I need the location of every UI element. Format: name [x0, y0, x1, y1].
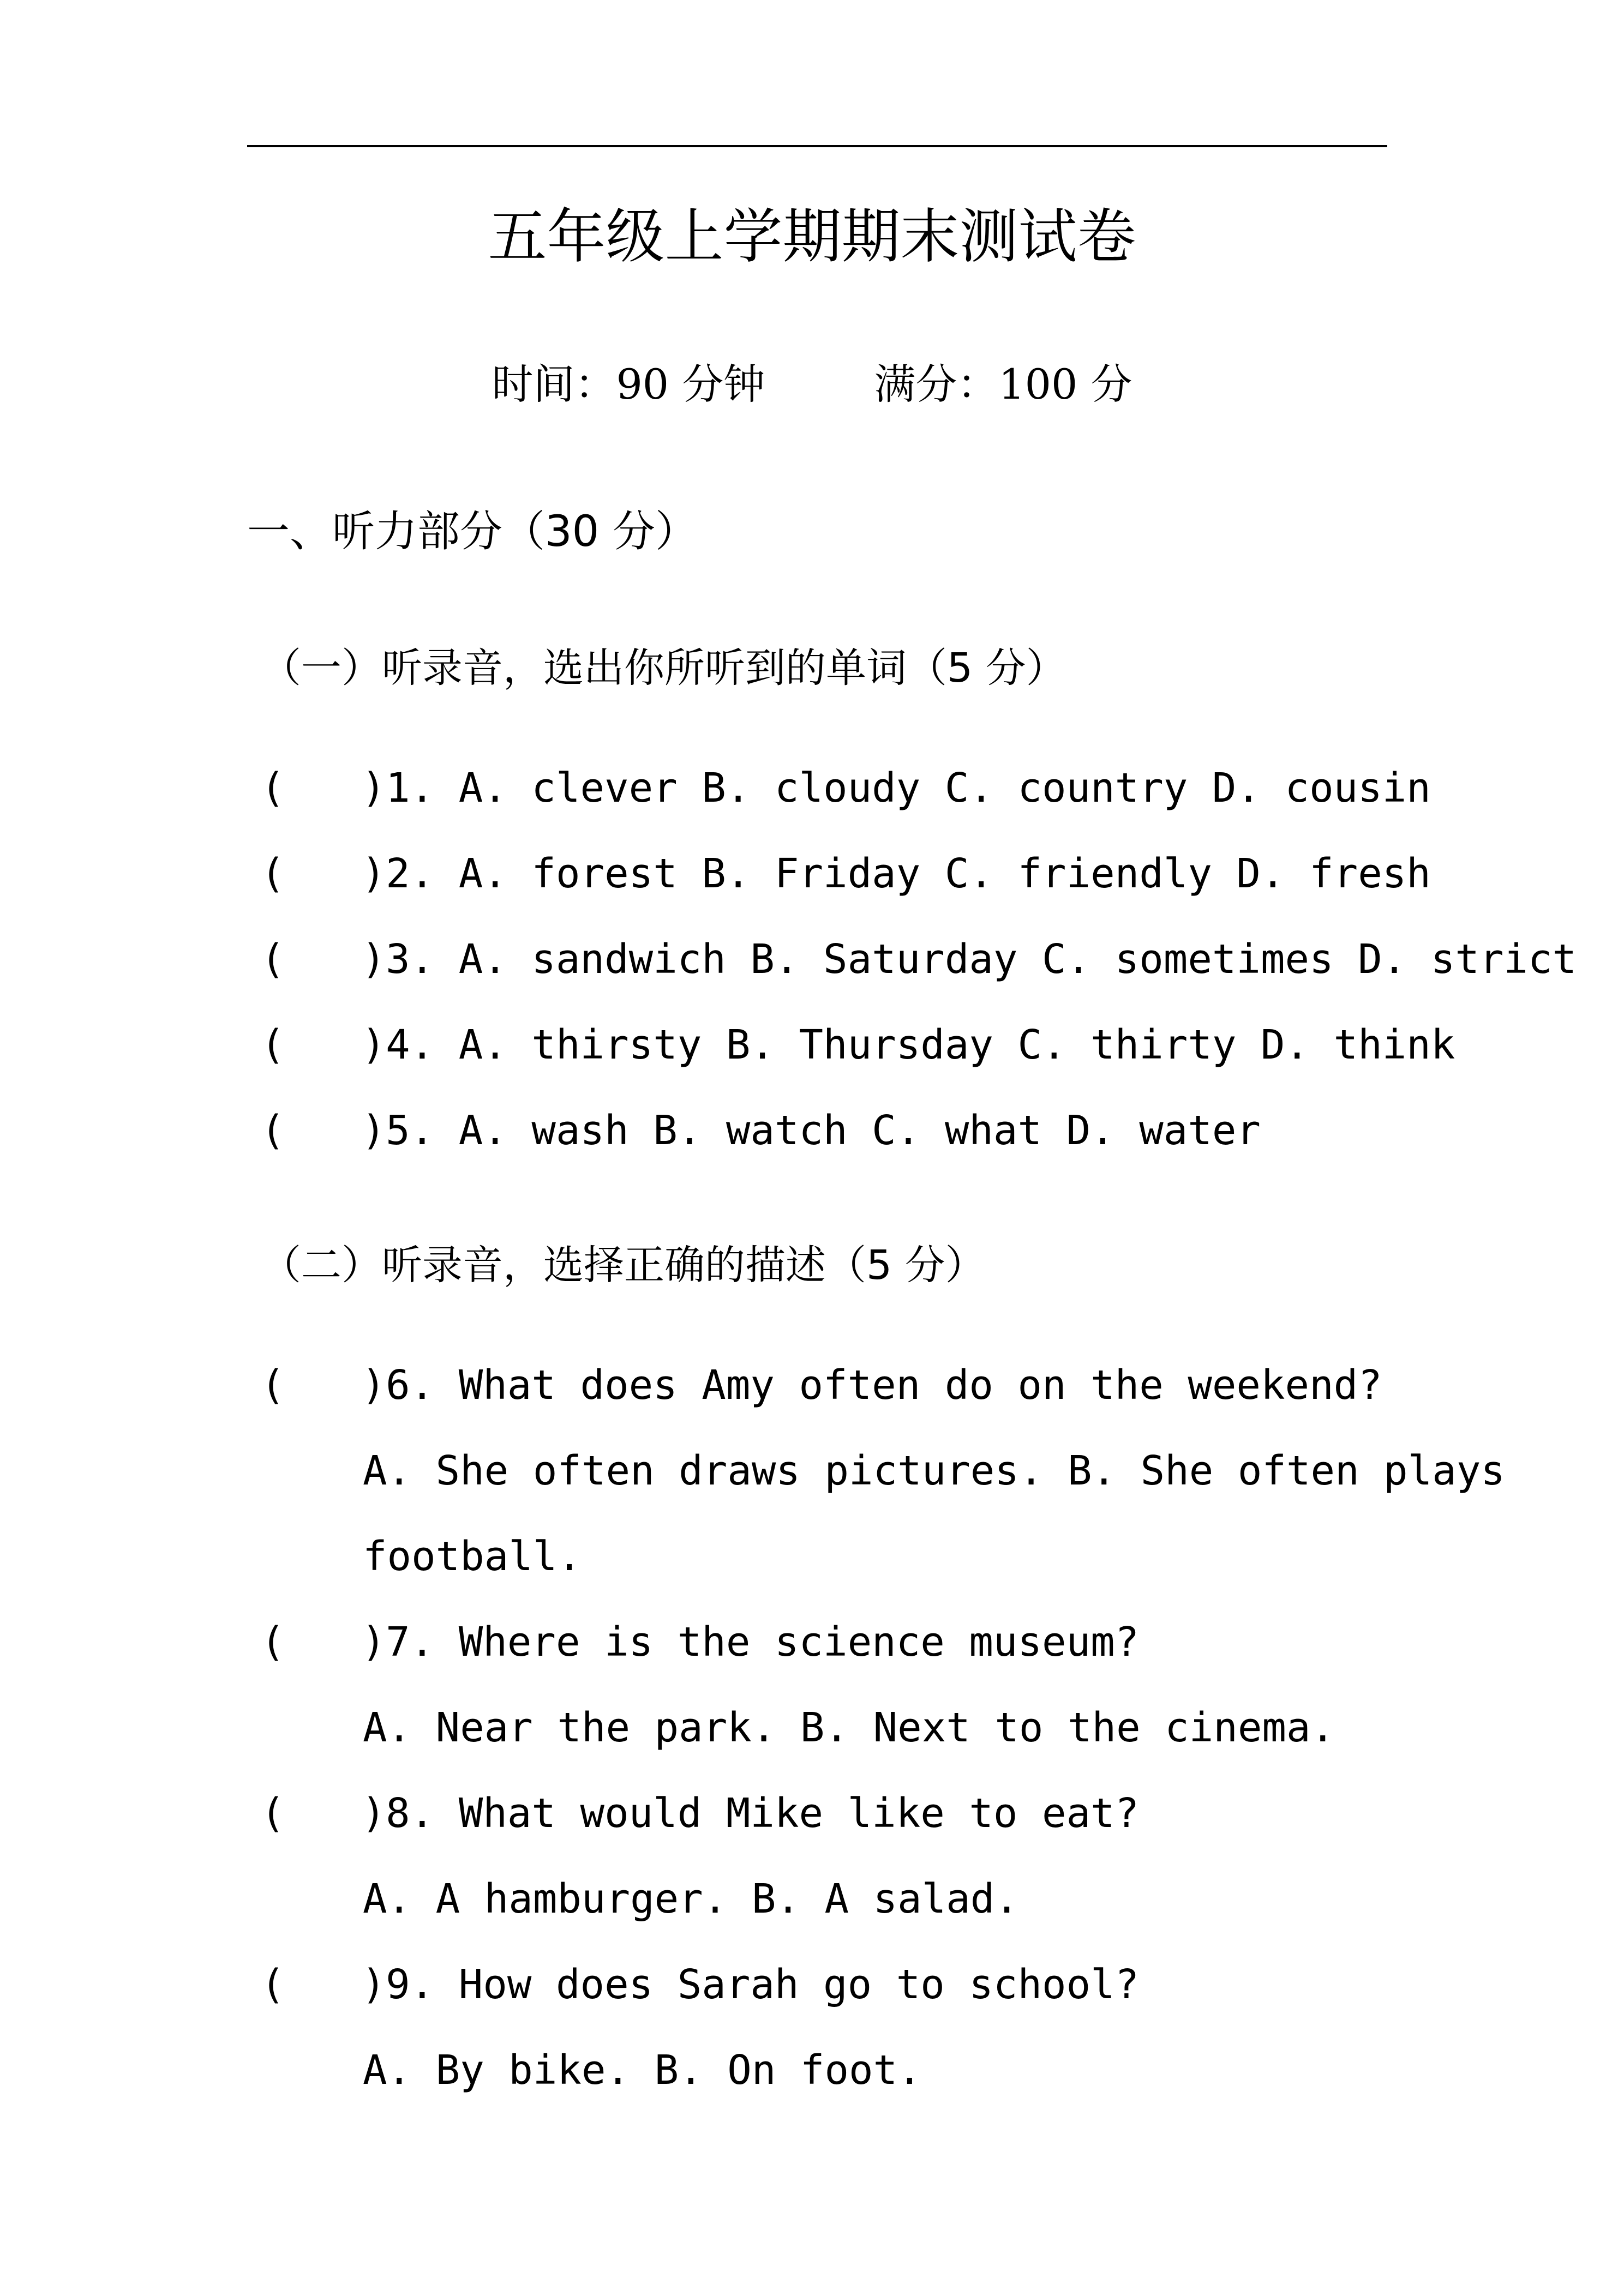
answer-paren-close: ) [361, 850, 386, 897]
answer-paren-close: ) [361, 1619, 386, 1666]
question-row [261, 844, 1431, 904]
answer-paren-close: ) [361, 936, 386, 983]
answer-paren-open: ( [261, 1021, 285, 1068]
section-heading-listening: 一、听力部分（30 分） [247, 507, 698, 556]
answer-paren-open: ( [261, 936, 285, 983]
answer-paren-open: ( [261, 765, 285, 812]
question-row [261, 1783, 1139, 1843]
answer-paren-open: ( [261, 1790, 285, 1837]
question-text: 8. What would Mike like to eat? [386, 1790, 1140, 1837]
answer-paren-close: ) [361, 1021, 386, 1068]
question-options: A. A hamburger. B. A salad. [363, 1876, 1019, 1922]
question-options: A. She often draws pictures. B. She often plays [363, 1447, 1505, 1494]
question-text: 1. A. clever B. cloudy C. country D. cousin [386, 765, 1431, 812]
question-options: football. [363, 1533, 582, 1580]
question-row [261, 1955, 1139, 2015]
question-text: 2. A. forest B. Friday C. friendly D. fresh [386, 850, 1431, 897]
question-row [261, 1355, 1382, 1415]
answer-paren-close: ) [361, 1362, 386, 1409]
answer-paren-open: ( [261, 850, 285, 897]
header-rule [247, 145, 1387, 147]
time-label: 时间：90 分钟 [492, 360, 765, 408]
answer-paren-close: ) [361, 1790, 386, 1837]
question-row [261, 929, 1577, 989]
answer-paren-open: ( [261, 1362, 285, 1409]
answer-paren-open: ( [261, 1107, 285, 1154]
answer-paren-open: ( [261, 1619, 285, 1666]
question-options: A. Near the park. B. Next to the cinema. [363, 1704, 1335, 1751]
question-row [261, 1612, 1139, 1672]
question-row [261, 758, 1431, 818]
part-heading-1: （一）听录音，选出你所听到的单词（5 分） [261, 645, 1066, 692]
part-heading-2: （二）听录音，选择正确的描述（5 分） [261, 1242, 986, 1289]
question-options: A. By bike. B. On foot. [363, 2047, 922, 2094]
answer-paren-close: ) [361, 765, 386, 812]
question-text: 7. Where is the science museum? [386, 1619, 1140, 1666]
question-text: 5. A. wash B. watch C. what D. water [386, 1107, 1261, 1154]
question-text: 3. A. sandwich B. Saturday C. sometimes D. strict [386, 936, 1577, 983]
score-label: 满分：100 分 [874, 360, 1132, 408]
exam-info [0, 354, 1624, 414]
exam-title: 五年级上学期期末测试卷 [488, 203, 1136, 271]
question-text: 6. What does Amy often do on the weekend? [386, 1362, 1382, 1409]
question-text: 9. How does Sarah go to school? [386, 1961, 1140, 2008]
question-row [261, 1015, 1455, 1075]
answer-paren-open: ( [261, 1961, 285, 2008]
question-text: 4. A. thirsty B. Thursday C. thirty D. think [386, 1021, 1455, 1068]
answer-paren-close: ) [361, 1961, 386, 2008]
question-row [261, 1101, 1261, 1161]
answer-paren-close: ) [361, 1107, 386, 1154]
